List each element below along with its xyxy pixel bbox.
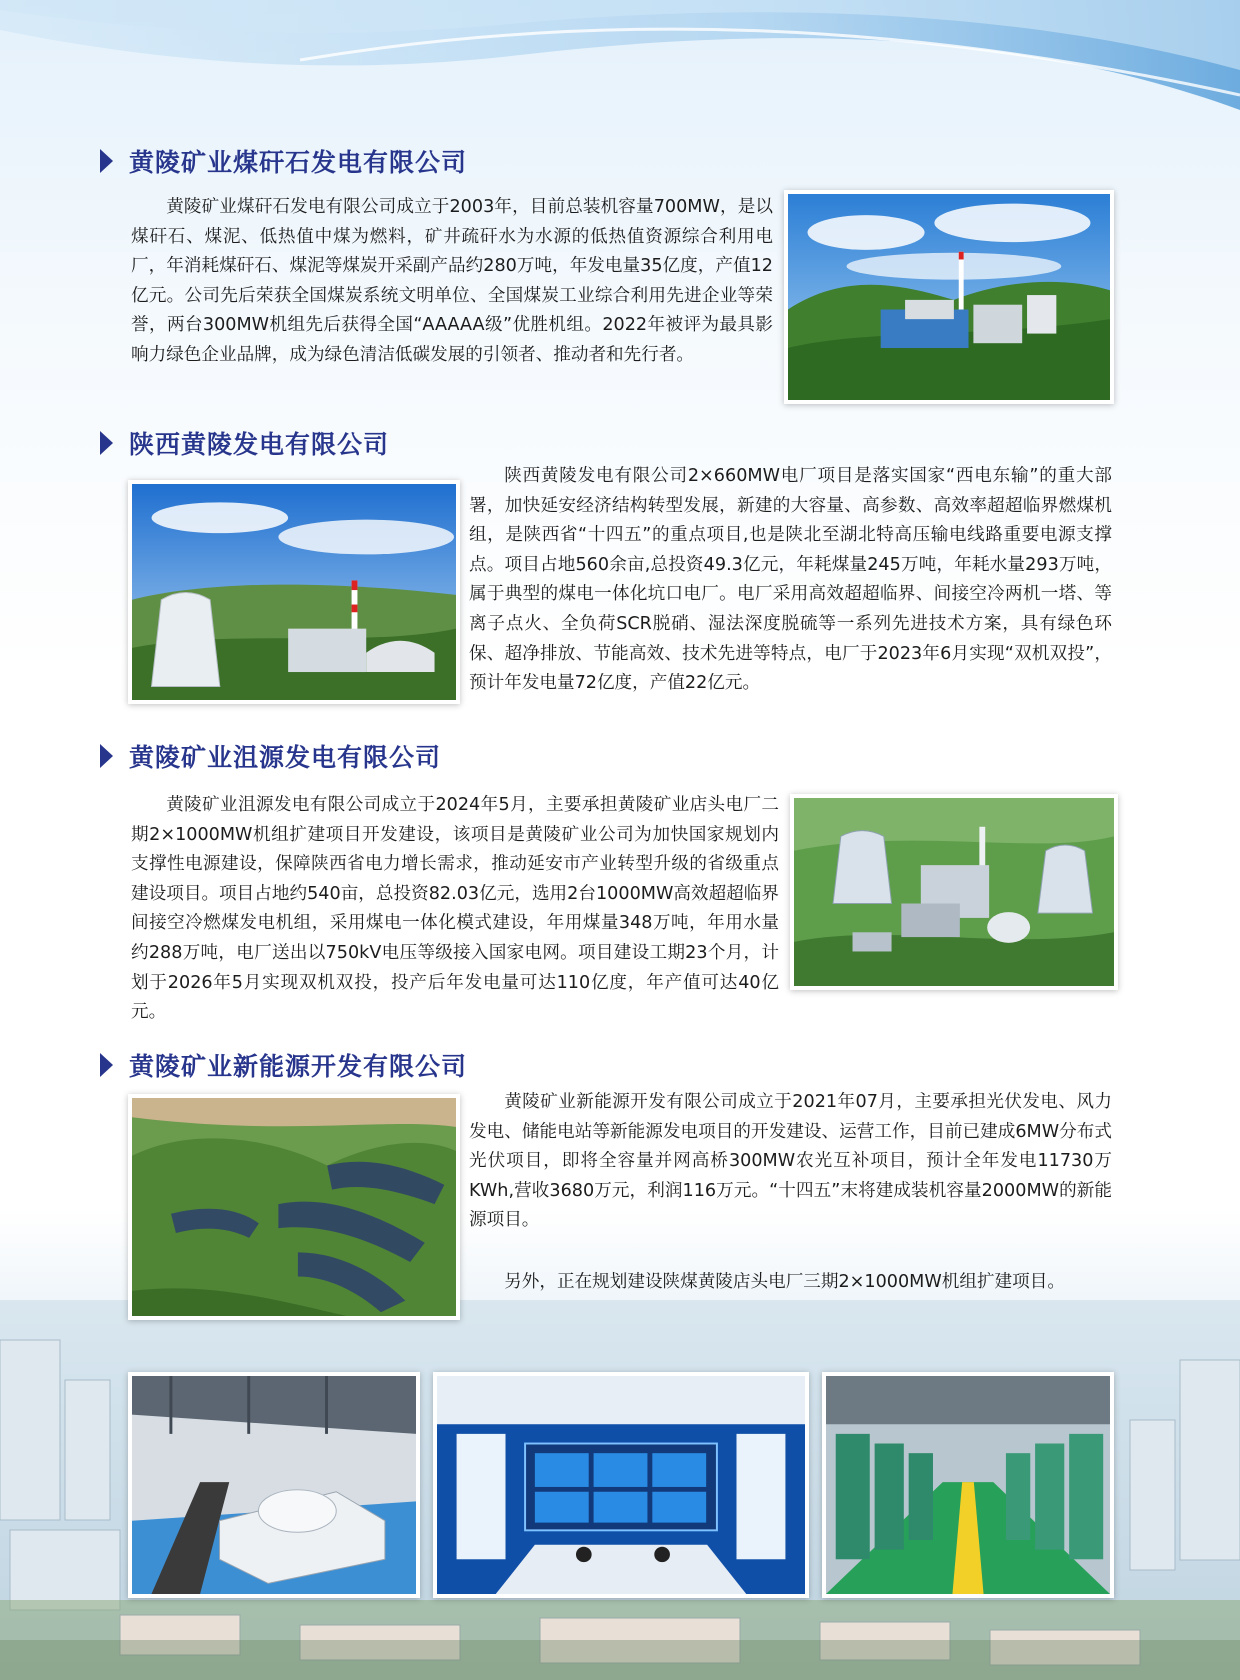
section-title-new-energy — [100, 1047, 467, 1083]
plant-rendering-photo — [790, 794, 1118, 990]
section-title-coal-gangue-power — [100, 143, 467, 179]
section-title-juyuan-power — [100, 738, 441, 774]
section-title-text: 黄陵矿业沮源发电有限公司 — [129, 743, 442, 772]
arrow-icon — [100, 149, 113, 173]
section-body-new-energy-extra: 另外，正在规划建设陕煤黄陵店头电厂三期2×1000MW机组扩建项目。 — [504, 1272, 1065, 1292]
arrow-icon — [100, 744, 113, 768]
section-body-shaanxi-huangling-power: 陕西黄陵发电有限公司2×660MW电厂项目是落实国家“西电东输”的重大部署，加快延安经济结构转型发展，新建的大容量、高参数、高效率超超临界燃煤机组，是陕西省“十四五”的重点项目,也是陕北至湖北特高压输电线路重要电源支撑点。项目占地560余亩,总投资49.3亿元，年耗煤量245万吨，年耗水量293万吨，属于典型的煤电一体化坑口电厂。电厂采用高效超超临界、间接空冷两机一塔、等离子点火、全负荷SCR脱硝、湿法深度脱硫等一系列先进技术方案，具有绿色环保、超净排放、节能高效、技术先进等特点，电厂于2023年6月实现“双机双投”，预计年发电量72亿度，产值22亿元。 — [469, 466, 1112, 694]
water-treatment-workshop-photo — [822, 1372, 1114, 1598]
section-title-text: 黄陵矿业新能源开发有限公司 — [129, 1052, 468, 1081]
section-title-text: 黄陵矿业煤矸石发电有限公司 — [129, 148, 468, 177]
turbine-hall-photo — [128, 1372, 420, 1598]
header-wave-decoration — [0, 0, 1240, 150]
arrow-icon — [100, 1053, 113, 1077]
arrow-icon — [100, 431, 113, 455]
cooling-tower-plant-photo — [128, 480, 460, 704]
section-title-text: 陕西黄陵发电有限公司 — [129, 430, 390, 459]
smart-control-room-photo — [433, 1372, 809, 1598]
section-body-juyuan-power: 黄陵矿业沮源发电有限公司成立于2024年5月，主要承担黄陵矿业店头电厂二期2×1000MW机组扩建项目开发建设，该项目是黄陵矿业公司为加快国家规划内支撑性电源建设，保障陕西省电力增长需求，推动延安市产业转型升级的省级重点建设项目。项目占地约540亩，总投资82.03亿元，选用2台1000MW高效超超临界间接空冷燃煤发电机组，采用煤电一体化模式建设，年用煤量348万吨，年用水量约288万吨，电厂送出以750kV电压等级接入国家电网。项目建设工期23个月，计划于2026年5月实现双机双投，投产后年发电量可达110亿度，年产值可达40亿元。 — [131, 795, 779, 1023]
section-body-coal-gangue-power: 黄陵矿业煤矸石发电有限公司成立于2003年，目前总装机容量700MW，是以煤矸石、煤泥、低热值中煤为燃料，矿井疏矸水为水源的低热值资源综合利用电厂，年消耗煤矸石、煤泥等煤炭开采副产品约280万吨，年发电量35亿度，产值12亿元。公司先后荣获全国煤炭系统文明单位、全国煤炭工业综合利用先进企业等荣誉，两台300MW机组先后获得全国“AAAAA级”优胜机组。2022年被评为最具影响力绿色企业品牌，成为绿色清洁低碳发展的引领者、推动者和先行者。 — [131, 197, 773, 365]
section-title-shaanxi-huangling-power — [100, 425, 389, 461]
section-body-new-energy: 黄陵矿业新能源开发有限公司成立于2021年07月，主要承担光伏发电、风力发电、储能电站等新能源发电项目的开发建设、运营工作，目前已建成6MW分布式光伏项目，即将全容量并网高桥300MW农光互补项目，预计全年发电11730万KWh,营收3680万元，利润116万元。“十四五”末将建成装机容量2000MW的新能源项目。 — [469, 1092, 1112, 1231]
solar-hills-photo — [128, 1094, 460, 1320]
power-plant-mountain-photo — [784, 190, 1114, 404]
